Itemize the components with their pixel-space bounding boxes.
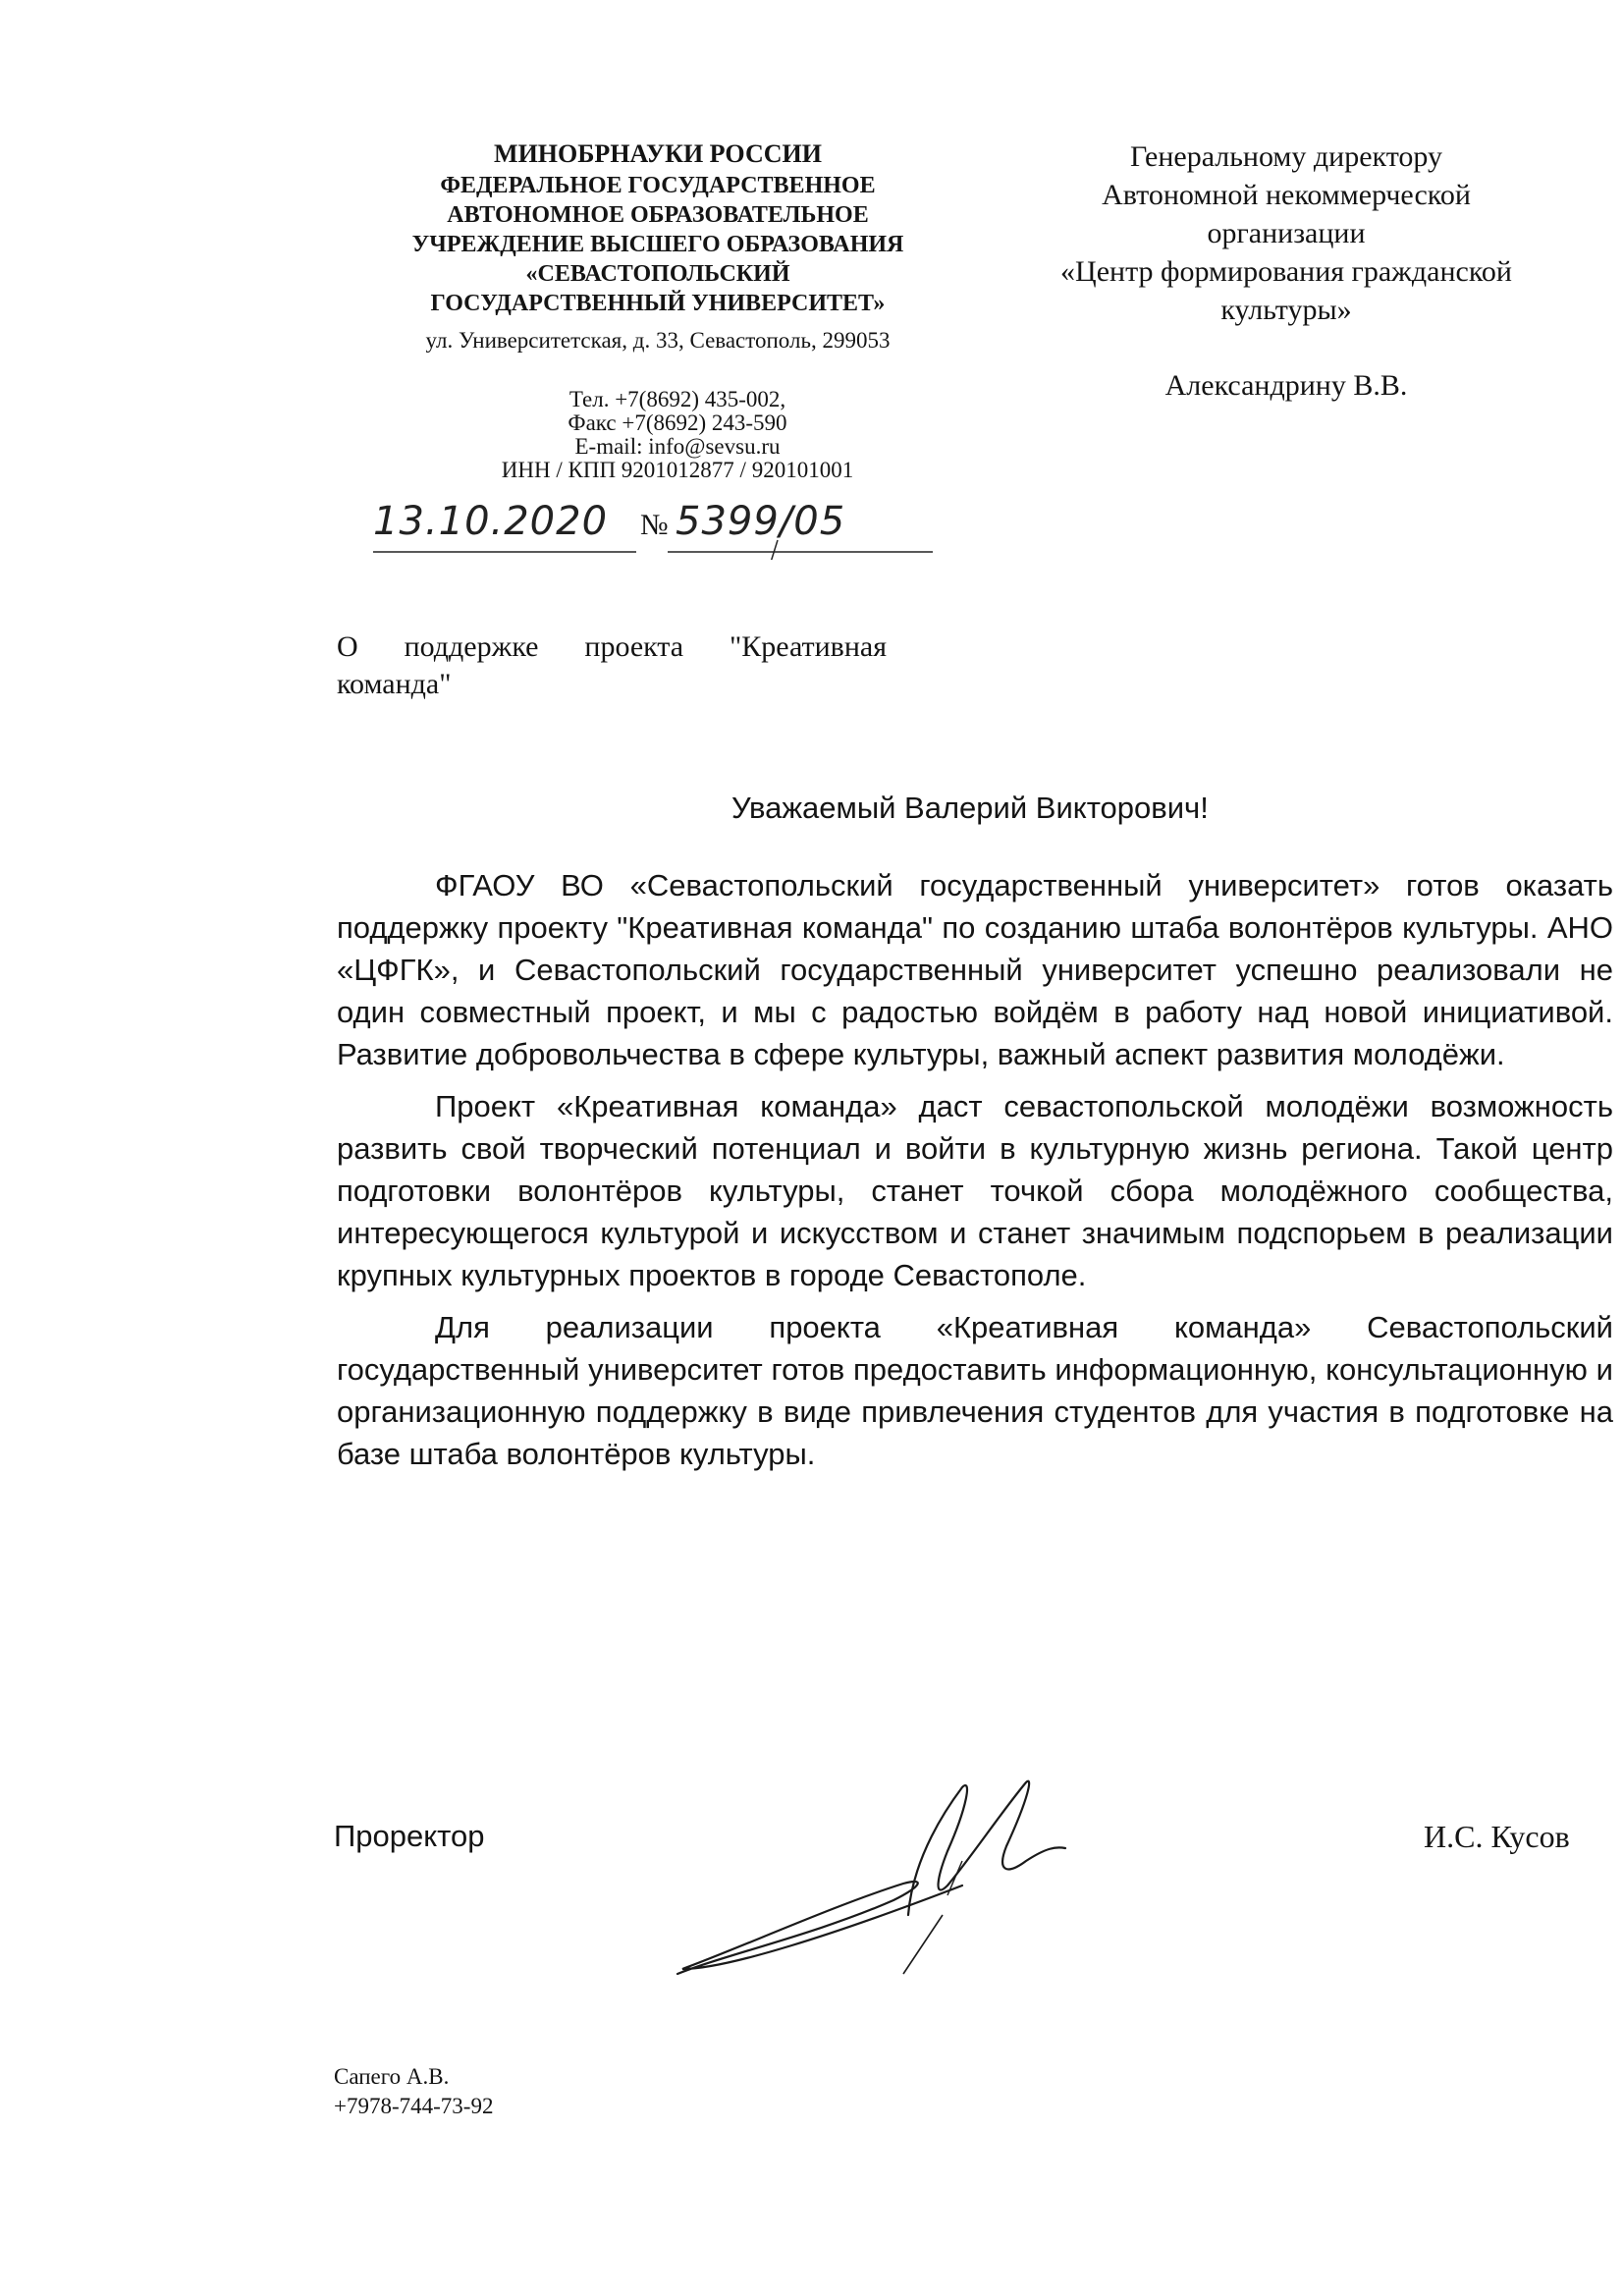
body-paragraph: ФГАОУ ВО «Севастопольский государственный университет» готов оказать поддержку проекту "Креативная команда" по созданию штаба волонтёров культуры. АНО «ЦФГК», и Севастопольский государственный университет успешно реализовали не один совместный проект, и мы с радостью войдём в работу над новой инициативой. Развитие добровольчества в сфере культуры, важный аспект развития молодёжи. bbox=[337, 868, 1613, 1071]
recipient-line: культуры» bbox=[1220, 294, 1352, 326]
salutation: Уважаемый Валерий Викторович! bbox=[731, 791, 1209, 825]
signatory-title: Проректор bbox=[334, 1819, 485, 1853]
sender-fax: Факс +7(8692) 243-590 bbox=[568, 410, 787, 435]
recipient-line: Генеральному директору bbox=[1129, 140, 1443, 173]
org-line: «СЕВАСТОПОЛЬСКИЙ bbox=[525, 261, 790, 287]
executor-info bbox=[334, 2062, 493, 2121]
reference-date: 13.10.2020 bbox=[373, 499, 609, 544]
sender-phone: Тел. +7(8692) 435-002, bbox=[568, 387, 786, 411]
recipient-block bbox=[1011, 137, 1561, 405]
org-line: ГОСУДАРСТВЕННЫЙ УНИВЕРСИТЕТ» bbox=[430, 291, 886, 316]
handwritten-signature bbox=[668, 1768, 1109, 2003]
sender-contacts bbox=[422, 388, 933, 482]
reference-number: 5399/05 bbox=[676, 499, 846, 544]
org-line: АВТОНОМНОЕ ОБРАЗОВАТЕЛЬНОЕ bbox=[447, 202, 869, 228]
recipient-line: «Центр формирования гражданской bbox=[1060, 255, 1512, 288]
sender-block bbox=[363, 137, 952, 357]
sender-address: ул. Университетская, д. 33, Севастополь, 299053 bbox=[425, 328, 891, 353]
org-line: УЧРЕЖДЕНИЕ ВЫСШЕГО ОБРАЗОВАНИЯ bbox=[411, 232, 904, 257]
letter-body bbox=[337, 864, 1613, 1485]
body-paragraph: Для реализации проекта «Креативная команда» Севастопольский государственный университет готов предоставить информационную, консультационную и организационную поддержку в виде привлечения студентов для участия в подготовке на базе штаба волонтёров культуры. bbox=[337, 1310, 1613, 1471]
sender-inn: ИНН / КПП 9201012877 / 920101001 bbox=[501, 458, 854, 482]
reference-number-sign: № bbox=[640, 509, 669, 541]
recipient-line: Автономной некоммерческой bbox=[1102, 179, 1471, 211]
executor-phone: +7978-744-73-92 bbox=[334, 2094, 494, 2118]
recipient-name: Александрину В.В. bbox=[1164, 369, 1408, 402]
sender-email: E-mail: info@sevsu.ru bbox=[574, 434, 781, 459]
org-line: ФЕДЕРАЛЬНОЕ ГОСУДАРСТВЕННОЕ bbox=[440, 173, 876, 198]
body-paragraph: Проект «Креативная команда» даст севастопольской молодёжи возможность развить свой творческий потенциал и войти в культурную жизнь региона. Такой центр подготовки волонтёров культуры, станет точкой сбора молодёжного сообщества, интересующегося культурой и искусством и станет значимым подспорьем в реализации крупных культурных проектов в городе Севастополе. bbox=[337, 1089, 1613, 1292]
recipient-line: организации bbox=[1207, 217, 1366, 249]
executor-name: Сапего А.В. bbox=[334, 2064, 450, 2089]
ministry-name: МИНОБРНАУКИ РОССИИ bbox=[494, 139, 822, 168]
signatory-name: И.С. Кусов bbox=[1424, 1819, 1570, 1854]
letter-subject: О поддержке проекта "Креативная команда" bbox=[337, 630, 887, 700]
